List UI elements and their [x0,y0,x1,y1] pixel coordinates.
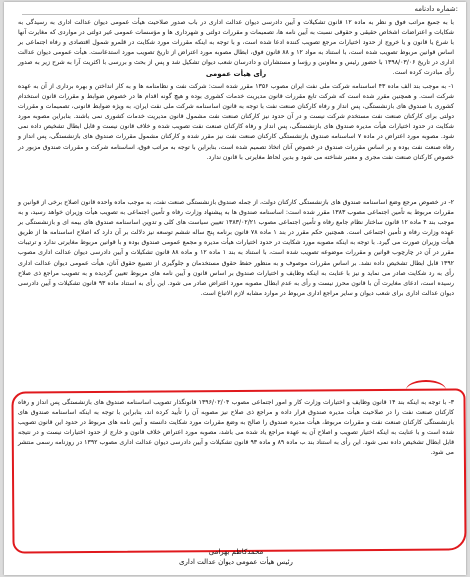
paragraph-first-clause: ۱- به موجب بند الف ماده ۴۳ اساسنامه شرکت ملی نفت ایران مصوب ۱۳۵۶ مقرر شده است: شرکت نفت و نظامنامه ها و به کار انداختن و بهره برداری از آن به عهده شرکت است. و همچنین مقرر شده است که شرکت تابع مقررات قانون مدیریت خدمات کشوری بوده و هیچ گونه اقدام ها در خصوص ضوابط و مقررات قانون استخدام کشوری با صندوق های بازنشستگی، پس انداز و رفاه کارکنان صنعت نفت با توجه به قانون اساسنامه شرکت ملی نفت ایران، به ویژه ضوابط قانونی، تصمیمات و مقررات دولتی برای کارکنان صنعت نفت مستخدم شرکت نیست و در آن حدود نیز کارکنان صنعت نفت مشمول قانون مدیریت خدمات کشوری نمی باشند. بنابراین مصوبه مورد شکایت در حدود اختیارات هیأت مدیره صندوق های بازنشستگی، پس انداز و رفاه کارکنان صنعت نفت تصویب شده و خلاف قانون نیست و قابل ابطال تشخیص داده نمی شود. مصوبه مورد اعتراض در ماده ۷ اساسنامه صندوق بازنشستگی کارکنان صنعت نفت نیز مقرر شده و کارکنان مشمول مقررات صندوق های بازنشستگی، پس انداز و رفاه صنعت نفت بوده و بر اساس مقررات صندوق در خصوص آنان اتخاذ تصمیم شده است، بنابراین با توجه به مراتب فوق، اساسنامه شرکت و مقررات صندوق مزبور در خصوص کارکنان صنعت نفت مجری و معتبر شناخته می شود و بدین لحاظ مغایرتی با قانون ندارد. [18,83,455,161]
paragraph-highlighted-clause: ۳- با توجه به اینکه بند ۱۴ قانون وظایف و اختیارات وزارت کار و امور اجتماعی مصوب ۱۳۹۶/۰۲/۰۴ قانونگذار تصویب اساسنامه صندوق های بازنشستگی پس انداز و رفاه کارکنان صنعت نفت را در صلاحیت هیأت مدیره صندوق قرار داده و مراجع ذی صلاح نیز مصوبه آن را تأیید کرده اند، بنابراین با توجه به اینکه اساسنامه صندوق های بازنشستگی کارکنان صنعت نفت و مقررات مربوط، هیأت مدیره صندوق را صالح به وضع مقررات مورد شکایت دانسته و آیین نامه های مربوط در حدود این قانون تصویب شده است و با عنایت به اینکه اختیار تصویب و اصلاح آن به عهده مراجع یاد شده می باشد، مصوبه مورد اعتراض خلاف قانون و خارج از حدود اختیارات نیست و در نتیجه قابل ابطال تشخیص داده نمی شود. این رأی به استناد بند ب ماده ۸۹ و ماده ۹۳ قانون تشکیلات و آیین دادرسی دیوان عدالت اداری مصوب ۱۳۹۲ در روزنامه رسمی منتشر می شود. [18,399,455,457]
red-pen-stroke [406,380,446,400]
paragraph-intro: با به جمیع مراتب فوق و نظر به ماده ۱۲ قانون تشکیلات و آیین دادرسی دیوان عدالت اداری در باب صدور صلاحیت هیأت عمومی دیوان عدالت اداری به رسیدگی به شکایات و اعتراضات اشخاص حقیقی و حقوقی نسبت به آیین نامه ها، تصمیمات و مقررات دولتی و شهرداری ها و مؤسسات عمومی غیر دولتی در مواردی که مغایرت آنها با شرع یا قانون و یا خروج از حدود اختیارات مرجع تصویب کننده ادعا شده است، و با توجه به اینکه مقررات مورد شکایت در قلمرو شمول اقتصادی و رفاه اجتماعی بر اساس قوانین مربوط تصویب شده است، با استناد به مواد ۱۲ و ۸۸ قانون فوق، ابطال مصوبه مورد اعتراض از تاریخ تصویب مورد استدعاست. هیأت عمومی دیوان عدالت اداری در تاریخ ۱۳۹۸/۰۳/۰۶ با حضور رئیس و معاونین و رؤسا و مستشاران و دادرسان شعب دیوان تشکیل شد و پس از بحث و بررسی با اکثریت آرا به شرح زیر به صدور رأی مبادرت کرده است. [18,19,455,77]
signatory-name: محمدکاظم بهرامی [208,548,264,556]
paragraph-second-clause: ۲- در خصوص مرجع وضع اساسنامه صندوق های بازنشستگی کارکنان دولت، از جمله صندوق بازنشستگی صنعت نفت، به موجب ماده واحده قانون اصلاح برخی از قوانین و مقررات مربوط به تأمین اجتماعی مصوب ۱۳۸۳ مقرر شده است: اساسنامه صندوق ها به پیشنهاد وزارت رفاه و تأمین اجتماعی به تصویب هیأت وزیران خواهد رسید، و به موجب بند ۴ ماده ۱۲ قانون ساختار نظام جامع رفاه و تأمین اجتماعی مصوب ۱۳۸۳/۰۲/۲۱ تعیین سیاست های کلی و تدوین اساسنامه صندوق های بیمه ای و بازنشستگی بر عهده وزارت رفاه و تأمین اجتماعی است. همچنین حکم مقرر در بند ۱ ماده ۷۸ قانون برنامه پنج ساله ششم توسعه نیز دلالت بر آن دارد که اصلاح اساسنامه ها از طریق هیأت وزیران صورت می گیرد. با توجه به اینکه مصوبه مورد شکایت در حدود اختیارات هیأت مدیره و مجمع عمومی صندوق بوده و با قوانین مربوط مغایرتی ندارد و ترتیبات مقرر در آن در چارچوب قوانین و مقررات موضوعه تصویب شده است، با استناد به بند ۱ ماده ۱۲ و ماده ۸۸ قانون تشکیلات و آیین دادرسی دیوان عدالت اداری مصوب ۱۳۹۲ قابل ابطال تشخیص داده نشد. بر اساس مقررات موصوف و به منظور حفظ حقوق مستخدمان و جلوگیری از تضییع حقوق آنان، هیأت عمومی دیوان عدالت اداری رأی به رد شکایت صادر می نماید و نیز با عنایت به اینکه وظایف و اختیارات صندوق بر اساس قانون و آیین نامه های مربوط تعیین گردیده و به تصویب مراجع ذی صلاح رسیده است، ادعای مغایرت آن با قانون محرز نیست و رأی به عدم ابطال مصوبه مورد اعتراض صادر می شود. این رأی به استناد ماده ۹۳ قانون تشکیلات و آیین دادرسی دیوان عدالت اداری برای شعب دیوان و سایر مراجع اداری مربوط در موارد مشابه لازم الاتباع است. [18,199,455,297]
document-page [4,2,466,575]
document-number-label: شماره دادنامه: [414,5,458,13]
ruling-title: رأی هیأت عمومی [205,70,267,78]
scan-artifact-line [22,14,450,15]
signatory-title: رئیس هیأت عمومی دیوان عدالت اداری [179,558,293,566]
